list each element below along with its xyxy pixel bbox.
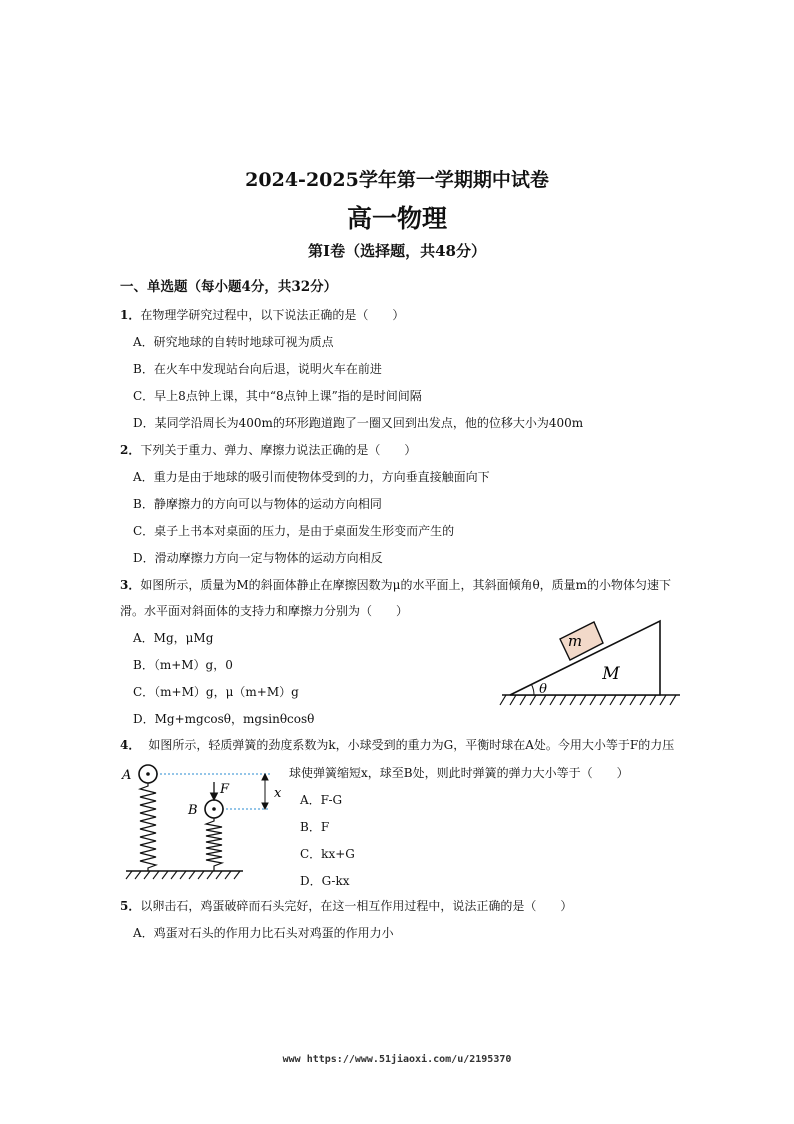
question-stem: 在物理学研究过程中，以下说法正确的是（ ） [140,308,405,322]
option-d: D．Mg+mgcosθ，mgsinθcosθ [133,712,315,726]
option-a: A．鸡蛋对石头的作用力比石头对鸡蛋的作用力小 [133,926,394,940]
question-4-line2: 球使弹簧缩短x，球至B处，则此时弹簧的弹力大小等于（ ） [289,766,629,780]
option-b: B．在火车中发现站台向后退，说明火车在前进 [133,362,382,376]
wedge-label: M [602,664,620,684]
question-5 [120,897,572,914]
question-2 [120,441,416,458]
option-a: A．研究地球的自转时地球可视为质点 [133,335,334,349]
ground-hatching [126,871,243,879]
ground-hatching [500,695,680,705]
label-f: F [220,782,230,797]
subject-title: 高一物理 [346,204,447,233]
option-d: D．某同学沿周长为400m的环形跑道跑了一圈又回到出发点，他的位移大小为400m [133,416,584,430]
spring-b [206,818,222,871]
option-a: A．重力是由于地球的吸引而使物体受到的力，方向垂直接触面向下 [133,470,490,484]
volume-title: 第Ⅰ卷（选择题，共48分） [308,242,486,260]
question-1 [120,306,404,323]
question-number: 2． [120,443,141,457]
label-b: B [188,803,198,818]
angle-label: θ [539,682,547,697]
option-b: B．F [300,820,330,834]
footer-url: www https://www.51jiaoxi.com/u/2195370 [282,1054,512,1065]
section-title: 一、单选题（每小题4分，共32分） [120,279,338,295]
question-number: 5． [120,899,141,913]
option-a: A．F-G [300,793,343,807]
force-arrow [211,782,218,800]
question-3-line2: 滑。水平面对斜面体的支持力和摩擦力分别为（ ） [120,604,409,618]
exam-title: 2024-2025学年第一学期期中试卷 [245,169,549,191]
option-d: D．G-kx [300,874,350,888]
spring-a [140,783,156,871]
label-a: A [122,768,132,783]
question-stem: 以卵击石，鸡蛋破碎而石头完好，在这一相互作用过程中，说法正确的是（ ） [140,899,573,913]
question-number: 4． [120,738,141,752]
option-d: D．滑动摩擦力方向一定与物体的运动方向相反 [133,551,383,565]
spring-figure [118,758,288,880]
question-4 [120,736,674,753]
question-number: 3． [120,578,141,592]
incline-figure [498,615,688,725]
question-number: 1． [120,308,141,322]
ball-b-center [212,807,216,811]
option-b: B．（m+M）g，0 [133,658,233,672]
option-c: C．（m+M）g，μ（m+M）g [133,685,299,699]
option-c: C．早上8点钟上课，其中“8点钟上课”指的是时间间隔 [133,389,422,403]
option-c: C．kx+G [300,847,355,861]
dimension-x [262,774,268,809]
question-stem-line1: 如图所示，质量为M的斜面体静止在摩擦因数为μ的水平面上，其斜面倾角θ，质量m的小物体匀速下 [140,578,672,592]
question-stem: 下列关于重力、弹力、摩擦力说法正确的是（ ） [140,443,417,457]
question-3 [120,576,671,593]
question-stem-line1: 如图所示，轻质弹簧的劲度系数为k，小球受到的重力为G，平衡时球在A处。今用大小等于F的力压 [148,738,675,752]
option-a: A．Mg，μMg [133,631,214,645]
label-x: x [274,786,282,801]
ball-a-center [146,772,150,776]
option-b: B．静摩擦力的方向可以与物体的运动方向相同 [133,497,382,511]
block-label: m [567,632,583,650]
option-c: C．桌子上书本对桌面的压力，是由于桌面发生形变而产生的 [133,524,455,538]
